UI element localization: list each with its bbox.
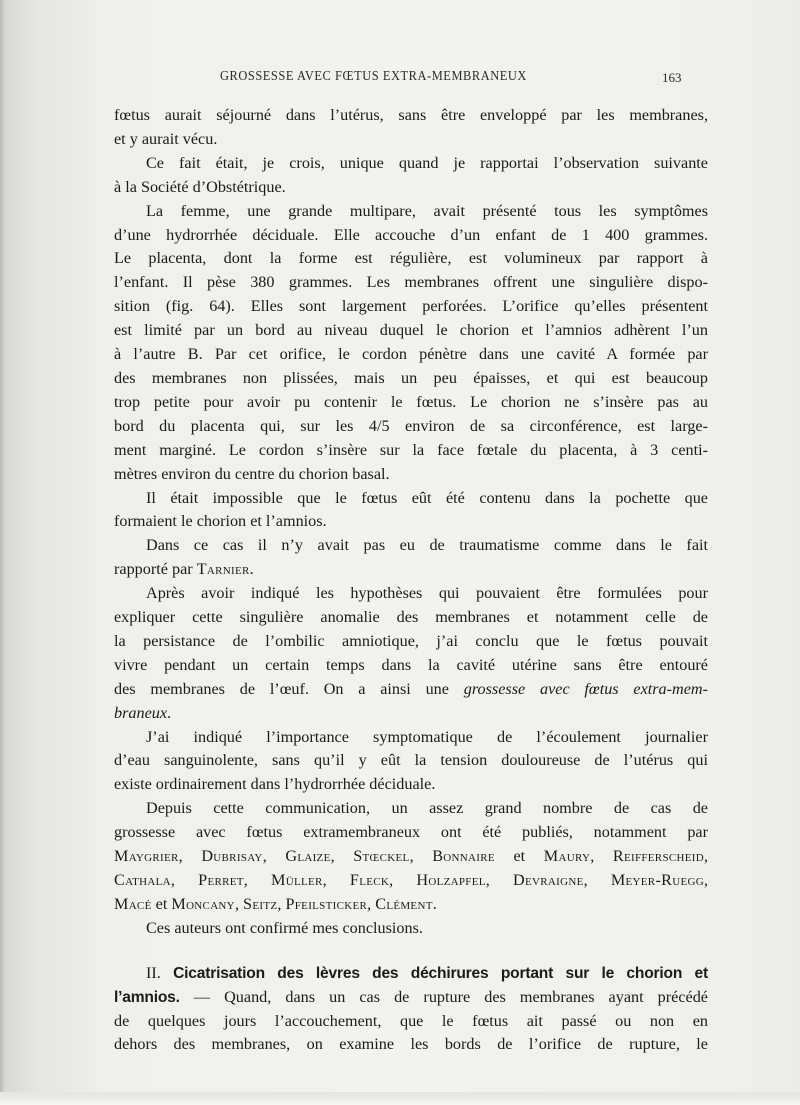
italic-term: grossesse avec fœtus extra-mem- (463, 679, 708, 698)
paragraph (114, 917, 708, 941)
text-line: et y aurait vécu. (114, 129, 218, 148)
author-name: Reifferscheid (612, 847, 704, 866)
text-line: à la Société d’Obstétrique. (114, 177, 286, 196)
separator: , (178, 847, 202, 866)
paragraph (114, 582, 708, 725)
text-line: Dans ce cas il n’y avait pas eu de traumatisme comme dans le fait (146, 536, 708, 555)
text-line: Ce fait était, je crois, unique quand je rapportai l’observation suivante (146, 153, 708, 172)
separator: , (485, 871, 513, 889)
section-heading-line (114, 962, 708, 986)
author-name: Macé (114, 894, 152, 913)
text-line (114, 986, 708, 1010)
separator: , (330, 847, 354, 866)
italic-term: braneux (114, 703, 168, 722)
text-line: est limité par un bord au niveau duquel le chorion et l’amnios adhèrent l’un (114, 321, 708, 340)
text-line (114, 678, 708, 702)
paragraph (114, 797, 708, 917)
text-fragment: des membranes de l’œuf. On a ainsi une (114, 679, 464, 698)
text-line: mètres environ du centre du chorion basal. (114, 464, 390, 483)
text-line: Le placenta, dont la forme est régulière, est volumineux par rapport à (114, 249, 708, 268)
section-spacer (114, 941, 708, 962)
separator: , (243, 871, 272, 889)
text-line (114, 702, 708, 726)
text-line: Ces auteurs ont confirmé mes conclusions. (146, 918, 423, 937)
separator: , (703, 847, 709, 866)
author-name: Cathala (114, 871, 171, 889)
section-number: II. (146, 963, 161, 982)
text-line: dehors des membranes, on examine les bords de l’orifice de rupture, le (114, 1035, 708, 1054)
text-line: des membranes non plissées, mais un peu épaisses, et qui est beaucoup (114, 368, 708, 387)
author-list-line (114, 893, 708, 917)
text-line: bord du placenta qui, sur les 4/5 environ de sa circonférence, est large- (114, 416, 708, 435)
text-line: J’ai indiqué l’importance symptomatique de l’écoulement journalier (146, 727, 708, 746)
author-name: Meyer-Ruegg (610, 871, 704, 889)
text-line: existe ordinairement dans l’hydrorrhée déciduale. (114, 775, 436, 794)
author-name: Clément (375, 894, 433, 913)
separator: , (277, 894, 286, 913)
paragraph (114, 726, 708, 798)
paragraph (114, 152, 708, 200)
author-list-line (114, 869, 708, 893)
separator: , (583, 871, 611, 889)
paragraph (114, 487, 708, 535)
paragraph (114, 200, 708, 487)
author-name: Fleck (349, 871, 390, 889)
text-fragment: — Quand, dans un cas de rupture des membranes ayant précédé (179, 987, 708, 1006)
text-line: La femme, une grande multipare, avait présenté tous les symptômes (146, 201, 708, 220)
text-line (114, 558, 708, 582)
text-fragment: . (249, 560, 254, 579)
text-line: l’enfant. Il pèse 380 grammes. Les membranes offrent une singulière dispo- (114, 273, 708, 292)
paragraph (114, 104, 708, 152)
section-ii (114, 962, 708, 1058)
text-line: Depuis cette communication, un assez grand nombre de cas de (146, 799, 708, 818)
running-title: GROSSESSE AVEC FŒTUS EXTRA-MEMBRANEUX (220, 68, 527, 83)
author-name: Moncany (171, 894, 235, 913)
author-name: Dubrisay (201, 847, 263, 866)
text-line: fœtus aurait séjourné dans l’utérus, sans être enveloppé par les membranes, (114, 106, 708, 124)
author-name: Perret (198, 871, 244, 889)
text-line: sition (fig. 64). Elles sont largement perforées. L’orifice qu’elles présentent (114, 297, 708, 316)
text-line: Après avoir indiqué les hypothèses qui pouvaient être formulées pour (146, 584, 708, 603)
text-line: trop petite pour avoir pu contenir le fœtus. Le chorion ne s’insère pas au (114, 392, 708, 411)
page-number: 163 (662, 70, 682, 85)
author-name: Holzapfel (416, 871, 486, 889)
author-name: Stœckel (353, 847, 410, 866)
text-line: à l’autre B. Par cet orifice, le cordon pénètre dans une cavité A formée par (114, 345, 708, 364)
separator: , (322, 871, 350, 889)
separator: , (262, 847, 286, 866)
section-heading-cont: l’amnios. (114, 988, 180, 1006)
separator: , (170, 871, 199, 889)
text-line: d’une hydrorrhée déciduale. Elle accouche d’un enfant de 1 400 grammes. (114, 225, 708, 244)
author-name: Maygrier (114, 847, 179, 866)
running-head (0, 68, 800, 88)
section-heading: Cicatrisation des lèvres des déchirures portant sur le chorion et (173, 964, 709, 982)
text-line: ment marginé. Le cordon s’insère sur la face fœtale du placenta, à 3 centi- (114, 440, 708, 459)
author-name: Bonnaire (432, 847, 495, 866)
author-name: Pfeilsticker (285, 894, 368, 913)
separator: , (409, 847, 433, 866)
separator: , (703, 871, 709, 889)
text-line: expliquer cette singulière anomalie des membranes et notamment celle de (114, 608, 708, 627)
author-name: Müller (271, 871, 323, 889)
text-line: vivre pendant un certain temps dans la cavité utérine sans être entouré (114, 655, 708, 674)
separator: et (494, 847, 544, 866)
text-line: formaient le chorion et l’amnios. (114, 512, 327, 531)
separator: . (432, 894, 437, 913)
body-text (114, 104, 708, 1057)
author-list-line (114, 845, 708, 869)
text-line: d’eau sanguinolente, sans qu’il y eût la tension douloureuse de l’utérus qui (114, 751, 708, 770)
separator: et (151, 894, 172, 913)
text-fragment: rapporté par (114, 560, 197, 579)
author-name: Seitz (243, 894, 278, 913)
author-name: Tarnier (196, 560, 250, 579)
text-line: grossesse avec fœtus extramembraneux ont été publiés, notamment par (114, 823, 708, 842)
separator: , (234, 894, 244, 913)
author-name: Devraigne (512, 871, 584, 889)
page-bottom-edge (0, 1092, 800, 1105)
page-binding-edge (0, 0, 6, 1105)
separator: , (367, 894, 376, 913)
separator: , (389, 871, 417, 889)
author-name: Glaize (285, 847, 331, 866)
text-fragment: . (167, 703, 172, 722)
text-line: Il était impossible que le fœtus eût été contenu dans la pochette que (146, 488, 708, 507)
separator: , (590, 847, 613, 866)
text-line: la persistance de l’ombilic amniotique, j’ai conclu que le fœtus pouvait (114, 631, 708, 650)
paragraph (114, 534, 708, 582)
author-name: Maury (543, 847, 591, 866)
text-line: de quelques jours l’accouchement, que le fœtus ait passé ou non en (114, 1011, 708, 1030)
